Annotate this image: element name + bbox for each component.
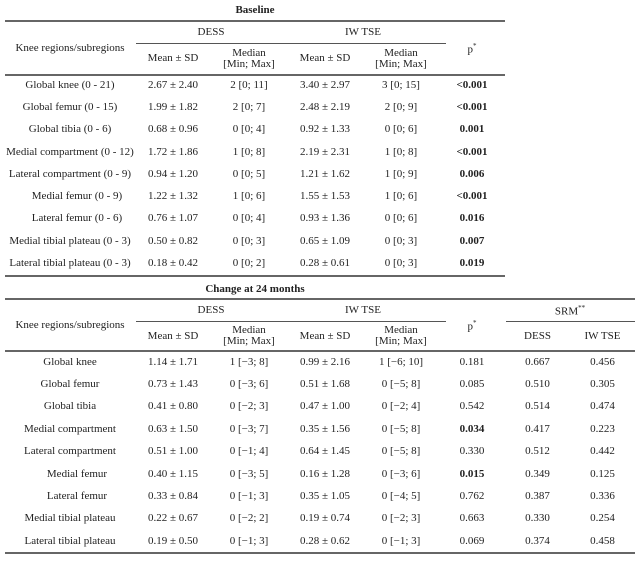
cell-dess-mean: 0.19 ± 0.50 — [147, 534, 199, 547]
cell-p: 0.016 — [459, 212, 485, 225]
cell-p: 0.330 — [459, 445, 485, 458]
cell-p: 0.007 — [459, 234, 485, 247]
cell-dess-median: 0 [−3; 6] — [229, 378, 269, 391]
cell-srm-dess: 0.349 — [525, 467, 550, 480]
cell-srm-dess: 0.330 — [525, 512, 550, 525]
cell-srm-dess: 0.512 — [525, 445, 550, 458]
cell-iw-median: 0 [−3; 6] — [381, 467, 421, 480]
srm-label: SRM — [554, 305, 579, 318]
cell-iw-median: 2 [0; 9] — [384, 100, 418, 113]
cell-srm-iw: 0.305 — [590, 378, 615, 391]
cell-region: Medial compartment (0 - 12) — [6, 145, 134, 158]
cell-iw-median: 0 [0; 6] — [384, 212, 418, 225]
header-dess-median — [211, 43, 287, 74]
header-iw-median — [363, 43, 439, 74]
cell-dess-mean: 0.18 ± 0.42 — [147, 257, 199, 270]
table-row — [5, 252, 505, 274]
cell-iw-median: 1 [0; 8] — [384, 145, 418, 158]
cell-region: Medial tibial plateau — [24, 512, 116, 525]
cell-srm-dess: 0.387 — [525, 490, 550, 503]
table-row — [5, 396, 635, 418]
cell-iw-mean: 0.47 ± 1.00 — [299, 400, 351, 413]
header-region: Knee regions/subregions — [15, 319, 125, 331]
median-label: Median — [384, 324, 418, 336]
cell-dess-median: 1 [0; 8] — [232, 145, 266, 158]
table-row — [5, 96, 505, 118]
srm-footnote-mark: ** — [578, 304, 586, 313]
cell-iw-mean: 0.51 ± 1.68 — [299, 378, 351, 391]
cell-srm-dess: 0.514 — [525, 400, 550, 413]
cell-dess-mean: 0.33 ± 0.84 — [147, 490, 199, 503]
cell-p: 0.034 — [459, 422, 485, 435]
table-row — [5, 485, 635, 507]
cell-iw-mean: 0.35 ± 1.05 — [299, 490, 351, 503]
cell-p: 0.006 — [459, 167, 485, 180]
table-row — [5, 351, 635, 373]
cell-region: Lateral tibial plateau (0 - 3) — [9, 257, 131, 270]
table-row — [5, 530, 635, 552]
median-label: Median — [232, 46, 266, 59]
cell-region: Lateral femur (0 - 6) — [31, 212, 123, 225]
cell-region: Global tibia — [43, 400, 97, 413]
cell-p: <0.001 — [456, 78, 488, 91]
p-footnote-mark: * — [473, 319, 477, 328]
cell-iw-mean: 0.35 ± 1.56 — [299, 422, 351, 435]
cell-region: Medial femur — [46, 467, 108, 480]
cell-iw-median: 0 [0; 3] — [384, 234, 418, 247]
cell-p: 0.762 — [459, 490, 485, 503]
cell-dess-median: 0 [−2; 3] — [229, 400, 269, 413]
cell-p: <0.001 — [456, 100, 488, 113]
cell-iw-mean: 2.19 ± 2.31 — [299, 145, 351, 158]
table-row — [5, 74, 505, 96]
cell-iw-mean: 3.40 ± 2.97 — [299, 78, 351, 91]
cell-dess-median: 0 [0; 3] — [232, 234, 266, 247]
table-row — [5, 185, 505, 207]
cell-iw-median: 0 [−5; 8] — [381, 378, 421, 391]
cell-p: 0.001 — [459, 123, 485, 136]
table-row — [5, 418, 635, 440]
cell-p: 0.085 — [459, 378, 485, 391]
cell-srm-dess: 0.667 — [525, 355, 550, 368]
header-dess-median — [211, 321, 287, 351]
change-title: Change at 24 months — [205, 283, 305, 295]
cell-region: Lateral compartment — [24, 445, 116, 458]
cell-srm-dess: 0.417 — [525, 422, 550, 435]
minmax-label: [Min; Max] — [375, 335, 427, 347]
cell-dess-mean: 1.72 ± 1.86 — [147, 145, 199, 158]
cell-iw-mean: 1.55 ± 1.53 — [299, 190, 351, 203]
p-label: p — [467, 43, 473, 56]
cell-srm-dess: 0.374 — [525, 534, 550, 547]
table-row — [5, 230, 505, 252]
minmax-label: [Min; Max] — [223, 57, 275, 70]
header-dess-mean: Mean ± SD — [147, 329, 199, 342]
cell-iw-median: 3 [0; 15] — [382, 78, 420, 91]
minmax-label: [Min; Max] — [223, 335, 275, 347]
cell-dess-mean: 0.73 ± 1.43 — [147, 378, 199, 391]
cell-region: Global knee — [43, 355, 97, 368]
table-row — [5, 373, 635, 395]
cell-srm-iw: 0.474 — [590, 400, 615, 413]
cell-region: Lateral tibial plateau — [24, 534, 116, 547]
cell-iw-median: 0 [−5; 8] — [381, 422, 421, 435]
cell-dess-median: 0 [−2; 2] — [229, 512, 269, 525]
cell-dess-median: 0 [0; 2] — [232, 257, 266, 270]
table-row — [5, 141, 505, 163]
table-row — [5, 441, 635, 463]
cell-dess-mean: 0.40 ± 1.15 — [147, 467, 199, 480]
cell-dess-median: 1 [−3; 8] — [229, 355, 269, 368]
cell-region: Global tibia (0 - 6) — [28, 123, 112, 136]
cell-iw-median: 0 [0; 3] — [384, 257, 418, 270]
cell-iw-mean: 0.93 ± 1.36 — [299, 212, 351, 225]
cell-iw-mean: 0.16 ± 1.28 — [299, 467, 351, 480]
cell-iw-median: 0 [−5; 8] — [381, 445, 421, 458]
cell-region: Global femur — [40, 378, 100, 391]
change-table — [5, 300, 635, 553]
cell-p: 0.542 — [459, 400, 485, 413]
cell-iw-mean: 0.65 ± 1.09 — [299, 234, 351, 247]
table-row — [5, 463, 635, 485]
cell-iw-median: 0 [−4; 5] — [381, 490, 421, 503]
cell-region: Lateral compartment (0 - 9) — [8, 167, 132, 180]
cell-iw-median: 0 [0; 6] — [384, 123, 418, 136]
cell-dess-mean: 0.50 ± 0.82 — [147, 234, 199, 247]
header-dess: DESS — [197, 304, 225, 316]
cell-p: 0.019 — [459, 257, 485, 270]
cell-dess-median: 0 [0; 4] — [232, 212, 266, 225]
cell-region: Medial tibial plateau (0 - 3) — [9, 234, 131, 247]
cell-srm-iw: 0.125 — [590, 467, 615, 480]
cell-region: Global femur (0 - 15) — [22, 100, 118, 113]
header-iwtse: IW TSE — [345, 304, 381, 316]
baseline-table — [5, 22, 505, 275]
cell-iw-mean: 2.48 ± 2.19 — [299, 100, 351, 113]
cell-iw-mean: 0.28 ± 0.62 — [299, 534, 351, 547]
cell-dess-mean: 1.14 ± 1.71 — [147, 355, 199, 368]
cell-dess-mean: 0.63 ± 1.50 — [147, 422, 199, 435]
cell-srm-iw: 0.223 — [590, 422, 615, 435]
cell-dess-mean: 1.22 ± 1.32 — [147, 190, 199, 203]
cell-dess-mean: 2.67 ± 2.40 — [147, 78, 199, 91]
cell-srm-iw: 0.456 — [590, 355, 615, 368]
header-p — [439, 300, 505, 351]
cell-iw-mean: 0.92 ± 1.33 — [299, 123, 351, 136]
header-dess-mean: Mean ± SD — [147, 52, 199, 64]
cell-srm-iw: 0.254 — [590, 512, 615, 525]
header-srm-dess: DESS — [524, 329, 551, 342]
header-iw-median — [363, 321, 439, 351]
table-row — [5, 119, 505, 141]
cell-dess-mean: 0.22 ± 0.67 — [147, 512, 199, 525]
header-dess: DESS — [197, 26, 225, 38]
cell-dess-median: 0 [−3; 7] — [229, 422, 269, 435]
baseline-title: Baseline — [235, 4, 275, 16]
cell-p: 0.069 — [459, 534, 485, 547]
cell-dess-median: 2 [0; 7] — [232, 100, 266, 113]
cell-srm-iw: 0.336 — [590, 490, 615, 503]
cell-p: 0.015 — [459, 467, 485, 480]
cell-dess-median: 2 [0; 11] — [230, 78, 268, 91]
cell-srm-iw: 0.458 — [590, 534, 615, 547]
cell-srm-iw: 0.442 — [590, 445, 615, 458]
median-label: Median — [232, 324, 266, 336]
median-label: Median — [384, 46, 418, 59]
cell-region: Medial femur (0 - 9) — [31, 190, 123, 203]
cell-iw-mean: 1.21 ± 1.62 — [299, 167, 351, 180]
cell-dess-median: 0 [−3; 5] — [229, 467, 269, 480]
cell-dess-mean: 0.68 ± 0.96 — [147, 123, 199, 136]
header-p — [439, 22, 505, 74]
cell-dess-mean: 0.51 ± 1.00 — [147, 445, 199, 458]
cell-region: Medial compartment — [24, 422, 116, 435]
header-iwtse: IW TSE — [345, 26, 381, 38]
p-label: p — [467, 320, 473, 333]
table-row — [5, 208, 505, 230]
header-region: Knee regions/subregions — [15, 41, 125, 54]
cell-p: <0.001 — [456, 190, 488, 203]
cell-iw-median: 0 [−2; 3] — [381, 512, 421, 525]
header-srm — [505, 300, 635, 321]
cell-iw-median: 0 [−2; 4] — [381, 400, 421, 413]
cell-iw-median: 1 [0; 9] — [384, 167, 418, 180]
minmax-label: [Min; Max] — [375, 57, 427, 70]
p-footnote-mark: * — [473, 41, 477, 50]
cell-iw-mean: 0.64 ± 1.45 — [299, 445, 351, 458]
table-row — [5, 508, 635, 530]
cell-iw-mean: 0.28 ± 0.61 — [299, 257, 351, 270]
cell-dess-median: 0 [0; 5] — [232, 167, 266, 180]
cell-iw-median: 1 [−6; 10] — [378, 355, 424, 368]
cell-iw-mean: 0.99 ± 2.16 — [299, 355, 351, 368]
cell-dess-mean: 0.94 ± 1.20 — [147, 167, 199, 180]
cell-p: 0.181 — [459, 355, 485, 368]
cell-dess-median: 0 [−1; 3] — [229, 534, 269, 547]
cell-p: <0.001 — [456, 145, 488, 158]
table-row — [5, 163, 505, 185]
cell-dess-median: 0 [−1; 4] — [229, 445, 269, 458]
header-iw-mean: Mean ± SD — [299, 329, 351, 342]
cell-p: 0.663 — [459, 512, 485, 525]
cell-dess-mean: 0.41 ± 0.80 — [147, 400, 199, 413]
cell-dess-mean: 1.99 ± 1.82 — [147, 100, 199, 113]
cell-dess-median: 0 [−1; 3] — [229, 490, 269, 503]
cell-dess-median: 1 [0; 6] — [232, 190, 266, 203]
divider — [5, 275, 505, 277]
header-srm-iwtse: IW TSE — [584, 329, 621, 342]
cell-region: Lateral femur — [46, 490, 108, 503]
cell-dess-mean: 0.76 ± 1.07 — [147, 212, 199, 225]
cell-iw-median: 0 [−1; 3] — [381, 534, 421, 547]
cell-region: Global knee (0 - 21) — [25, 78, 115, 91]
header-iw-mean: Mean ± SD — [299, 52, 351, 64]
cell-iw-median: 1 [0; 6] — [384, 190, 418, 203]
cell-iw-mean: 0.19 ± 0.74 — [299, 512, 351, 525]
cell-dess-median: 0 [0; 4] — [232, 123, 266, 136]
cell-srm-dess: 0.510 — [525, 378, 550, 391]
